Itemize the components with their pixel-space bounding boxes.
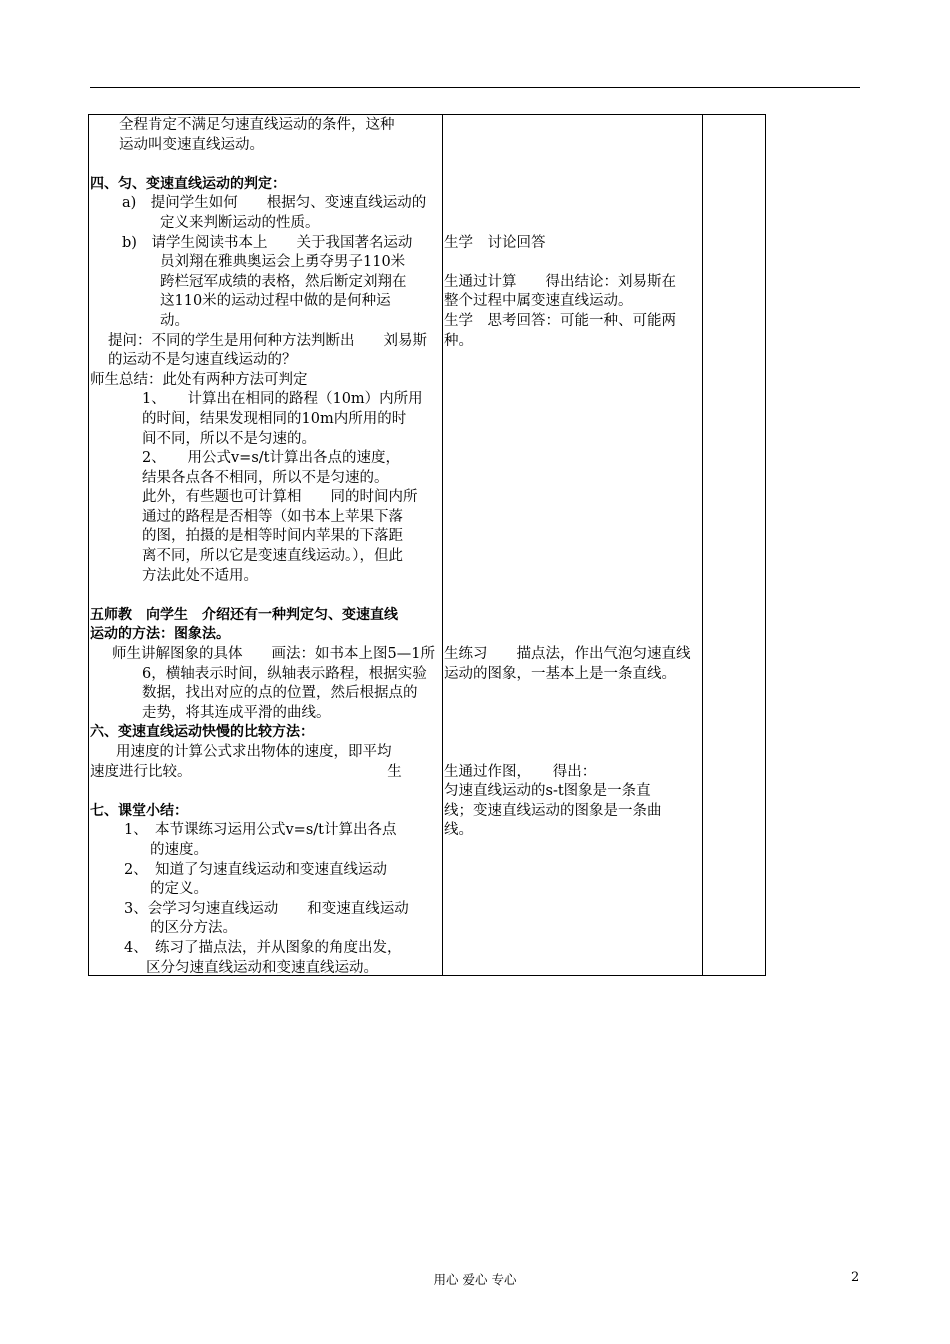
left-line: 结果各点各不相同，所以不是匀速的。	[142, 469, 389, 486]
left-line	[90, 782, 442, 802]
right-line: 运动的图象，一基本上是一条直线。	[444, 665, 676, 682]
page-number: 2	[851, 1270, 860, 1285]
left-line: 动。	[160, 312, 189, 329]
left-line: 数据，找出对应的点的位置，然后根据点的	[142, 685, 418, 702]
left-line: 跨栏冠军成绩的表格，然后断定刘翔在	[160, 273, 407, 290]
left-line: 六、变速直线运动快慢的比较方法：	[90, 724, 314, 741]
left-line: 2、 用公式v=s/t计算出各点的速度，	[142, 450, 400, 467]
left-line: 师生总结：此处有两种方法可判定	[90, 371, 308, 388]
left-line: 运动的方法：图象法。	[90, 626, 230, 643]
left-line: 的时间，结果发现相同的10m内所用的时	[142, 410, 407, 427]
column-divider-1	[442, 114, 443, 976]
right-line	[444, 253, 700, 273]
right-line	[444, 586, 700, 606]
left-line: 提问：不同的学生是用何种方法判断出 刘易斯	[108, 332, 427, 349]
page-footer: 用心 爱心 专心	[433, 1272, 517, 1287]
left-line: 师生讲解图象的具体 画法：如书本上图5—1所	[112, 646, 435, 663]
left-line: 的图，拍摄的是相等时间内苹果的下落距	[142, 528, 403, 545]
right-line	[444, 606, 700, 626]
right-line: 生通过作图， 得出：	[444, 763, 597, 780]
right-line	[444, 547, 700, 567]
header-rule	[90, 87, 860, 88]
left-line: b) 请学生阅读书本上 关于我国著名运动	[122, 234, 413, 251]
left-line: 的运动不是匀速直线运动的？	[108, 352, 297, 369]
left-line	[90, 155, 442, 175]
right-line	[444, 214, 700, 234]
left-line: 的速度。	[150, 841, 208, 858]
left-line: 这110米的运动过程中做的是何种运	[160, 293, 391, 310]
right-line	[444, 723, 700, 743]
right-line	[444, 449, 700, 469]
left-line: 1、 计算出在相同的路程（10m）内所用	[142, 391, 423, 408]
left-line: 全程肯定不满足匀速直线运动的条件，这种	[90, 117, 395, 133]
right-line	[444, 625, 700, 645]
right-line	[444, 175, 700, 195]
left-line: 的区分方法。	[150, 920, 237, 937]
right-line	[444, 155, 700, 175]
right-line: 线；变速直线运动的图象是一条曲	[444, 802, 662, 819]
left-line: 通过的路程是否相等（如书本上苹果下落	[142, 508, 403, 525]
right-line	[444, 567, 700, 587]
right-line: 生学 讨论回答	[444, 234, 546, 251]
right-line: 整个过程中属变速直线运动。	[444, 293, 633, 310]
left-line: 四、匀、变速直线运动的判定：	[90, 175, 286, 192]
left-line: 离不同，所以它是变速直线运动。），但此	[142, 548, 403, 565]
left-line: 定义来判断运动的性质。	[160, 214, 320, 231]
right-line	[444, 743, 700, 763]
left-line: 4、 练习了描点法，并从图象的角度出发，	[124, 939, 402, 956]
student-activity-column	[444, 116, 700, 841]
left-line: a) 提问学生如何 根据匀、变速直线运动的	[122, 195, 427, 212]
left-line: 1、 本节课练习运用公式v=s/t计算出各点	[124, 822, 397, 839]
right-line	[444, 430, 700, 450]
left-line: 3、会学习匀速直线运动 和变速直线运动	[124, 900, 409, 917]
left-line: 的定义。	[150, 881, 208, 898]
right-line	[444, 704, 700, 724]
left-line: 速度进行比较。 生	[90, 763, 402, 780]
left-line: 走势，将其连成平滑的曲线。	[142, 704, 331, 721]
right-line	[444, 351, 700, 371]
right-line: 生学 思考回答：可能一种、可能两	[444, 312, 676, 329]
right-line: 种。	[444, 332, 473, 349]
right-line	[444, 684, 700, 704]
right-line	[444, 410, 700, 430]
right-line: 线。	[444, 822, 473, 839]
left-line: 方法此处不适用。	[142, 567, 258, 584]
teacher-activity-column	[90, 116, 442, 978]
left-line: 6，横轴表示时间，纵轴表示路程，根据实验	[142, 665, 427, 682]
right-line	[444, 527, 700, 547]
left-line: 2、 知道了匀速直线运动和变速直线运动	[124, 861, 387, 878]
left-line: 间不同，所以不是匀速的。	[142, 430, 316, 447]
right-line	[444, 488, 700, 508]
left-line: 区分匀速直线运动和变速直线运动。	[146, 959, 378, 976]
left-line: 七、课堂小结：	[90, 802, 188, 819]
left-line: 五师教 向学生 介绍还有一种判定匀、变速直线	[90, 606, 398, 623]
left-line: 运动叫变速直线运动。	[90, 136, 264, 153]
left-line: 员刘翔在雅典奥运会上勇夺男子110米	[160, 254, 406, 271]
column-divider-2	[702, 114, 703, 976]
right-line	[444, 508, 700, 528]
left-line: 用速度的计算公式求出物体的速度，即平均	[116, 744, 392, 760]
right-line	[444, 390, 700, 410]
right-line: 生通过计算 得出结论：刘易斯在	[444, 273, 676, 290]
right-line	[444, 136, 700, 156]
left-line	[90, 586, 442, 606]
right-line	[444, 194, 700, 214]
right-line	[444, 469, 700, 489]
right-line: 匀速直线运动的s-t图象是一条直	[444, 783, 651, 800]
left-line: 此外，有些题也可计算相 同的时间内所	[142, 489, 418, 506]
right-line	[444, 116, 700, 136]
right-line: 生练习 描点法，作出气泡匀速直线	[444, 646, 691, 663]
right-line	[444, 371, 700, 391]
